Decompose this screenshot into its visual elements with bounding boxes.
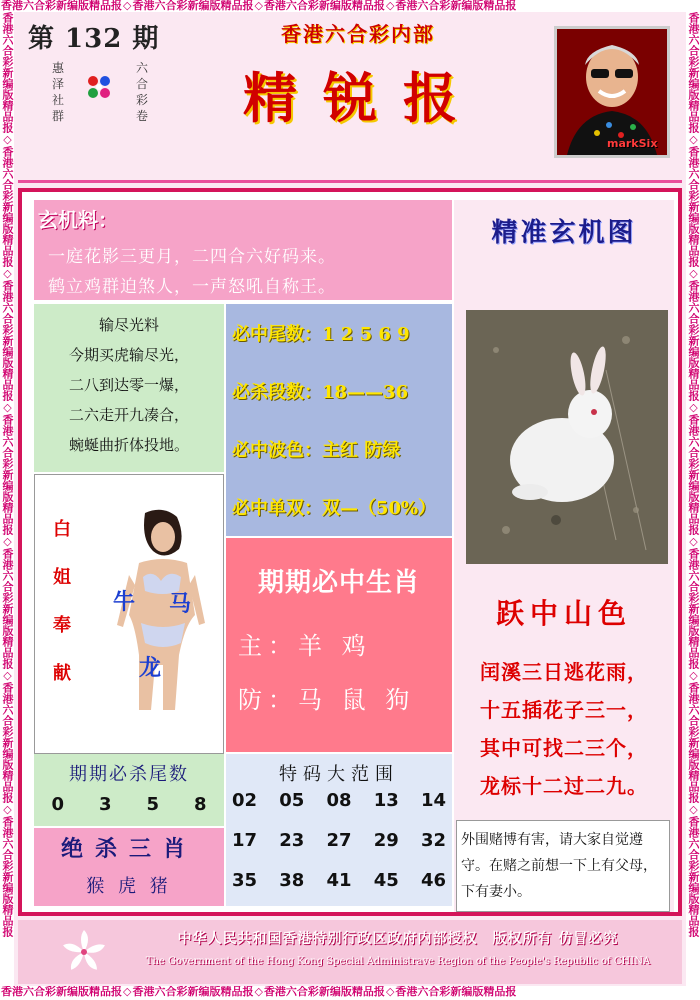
bauhinia-emblem-icon bbox=[58, 926, 110, 978]
right-column bbox=[454, 200, 674, 912]
girl-label-char: 奉 bbox=[53, 615, 71, 636]
range-row bbox=[232, 790, 446, 811]
zodiac-box bbox=[226, 538, 452, 752]
girl-zodiac-text: 龙 bbox=[139, 656, 162, 681]
girl-label-char: 姐 bbox=[53, 567, 71, 588]
issue-logo-box bbox=[28, 56, 178, 128]
riddle-box bbox=[34, 200, 452, 300]
range-number: 38 bbox=[279, 870, 305, 891]
range-number: 32 bbox=[420, 830, 446, 851]
poem-box bbox=[34, 304, 224, 472]
hint-image-title: 精准玄机图 bbox=[491, 218, 637, 248]
poem2-line: 十五插花子三一， bbox=[480, 698, 648, 722]
range-number: 23 bbox=[279, 830, 305, 851]
paper-subtitle: 香港六合彩内部 bbox=[281, 22, 435, 46]
range-number: 45 bbox=[373, 870, 399, 891]
main-panel bbox=[18, 188, 682, 916]
riddle-title: 玄机料： bbox=[38, 208, 118, 232]
header-divider bbox=[18, 180, 682, 183]
kill-tail-number: 3 bbox=[98, 794, 112, 815]
range-number: 35 bbox=[232, 870, 258, 891]
issue-number: 第 132 期 bbox=[28, 24, 160, 54]
range-row bbox=[232, 870, 446, 891]
stat-wave: 必中波色：主红 防绿 bbox=[232, 440, 401, 461]
range-number: 29 bbox=[373, 830, 399, 851]
bottom-banner: 香港六合彩新编版精品报◇香港六合彩新编版精品报◇香港六合彩新编版精品报◇香港六合彩新编版精品报 bbox=[0, 986, 700, 1000]
kill-tail-number: 5 bbox=[146, 794, 160, 815]
portrait-photo bbox=[554, 26, 670, 158]
gambling-warning: 外围赌博有害，请大家自觉遵守。在赌之前想一下上有父母，下有妻小。 bbox=[456, 820, 670, 912]
zodiac-guard: 防：马 鼠 狗 bbox=[238, 686, 416, 714]
poem-title: 输尽光料 bbox=[98, 316, 159, 334]
range-number: 46 bbox=[420, 870, 446, 891]
top-banner: 香港六合彩新编版精品报◇香港六合彩新编版精品报◇香港六合彩新编版精品报◇香港六合彩新编版精品报 bbox=[0, 0, 700, 12]
stats-box bbox=[226, 304, 452, 536]
zodiac-main: 主：羊 鸡 bbox=[238, 632, 372, 660]
girl-zodiac-text: 马 bbox=[169, 592, 192, 617]
range-number: 02 bbox=[232, 790, 258, 811]
rabbit-photo bbox=[466, 310, 668, 564]
range-title: 特码大范围 bbox=[279, 764, 399, 785]
lottery-logo-icon bbox=[84, 72, 114, 102]
range-number: 41 bbox=[326, 870, 352, 891]
poem-line: 今期买虎输尽光， bbox=[68, 346, 189, 364]
poem2-line: 闰溪三日逃花雨， bbox=[480, 660, 648, 684]
girl-picture-box bbox=[34, 474, 224, 754]
right-logo-label: 六合彩卷 bbox=[135, 61, 148, 123]
poem-line: 二六走开九凑合， bbox=[68, 406, 189, 424]
kill-tail-box bbox=[34, 754, 224, 826]
header bbox=[18, 16, 682, 184]
kill-three-box bbox=[34, 828, 224, 906]
range-number: 08 bbox=[326, 790, 352, 811]
kill-three-title: 绝杀三肖 bbox=[60, 836, 197, 862]
left-logo-label: 惠泽社群 bbox=[51, 61, 64, 123]
kill-three-items: 猴 虎 猪 bbox=[86, 876, 172, 897]
range-number: 14 bbox=[420, 790, 446, 811]
range-number: 05 bbox=[279, 790, 305, 811]
range-box bbox=[226, 754, 452, 906]
girl-label-char: 白 bbox=[53, 519, 71, 540]
stat-oddeven: 必中单双：双—（50%） bbox=[232, 498, 437, 519]
footer-english: The Government of the Hong Kong Special Administrave Region of the People's Republic of CHINA bbox=[145, 956, 651, 967]
stat-segment: 必杀段数：18——36 bbox=[232, 382, 409, 403]
footer bbox=[18, 920, 682, 984]
girl-label-char: 献 bbox=[53, 663, 71, 684]
kill-tail-number: 8 bbox=[193, 794, 207, 815]
range-number: 13 bbox=[373, 790, 399, 811]
range-number: 27 bbox=[326, 830, 352, 851]
poem2-line: 龙标十二过二九。 bbox=[480, 774, 648, 798]
zodiac-title: 期期必中生肖 bbox=[257, 568, 420, 598]
left-banner: 香港六合彩新编版精品报◇香港六合彩新编版精品报◇香港六合彩新编版精品报◇香港六合彩新编版精品报◇香港六合彩新编版精品报◇香港六合彩新编版精品报◇香港六合彩新编版精品报 bbox=[0, 12, 14, 986]
kill-tail-numbers bbox=[34, 794, 224, 815]
girl-zodiac-text: 牛 bbox=[113, 590, 136, 615]
poem2-line: 其中可找二三个， bbox=[480, 736, 648, 760]
riddle-line: 鹤立鸡群迫煞人，一声怒吼自称王。 bbox=[48, 277, 336, 297]
poem2-title: 跃中山色 bbox=[495, 597, 632, 630]
poem-line: 蜿蜒曲折体投地。 bbox=[68, 436, 189, 454]
poem-line: 二八到达零一爆， bbox=[68, 376, 189, 394]
stat-tail: 必中尾数：1 2 5 6 9 bbox=[232, 324, 410, 345]
riddle-line: 一庭花影三更月，二四合六好码来。 bbox=[48, 247, 336, 267]
kill-tail-title: 期期必杀尾数 bbox=[69, 764, 189, 785]
footer-authorization: 中华人民共和国香港特别行政区政府内部授权 版权所有 仿冒必究 bbox=[177, 931, 619, 947]
portrait-brand: markSix bbox=[607, 137, 658, 150]
paper-title: 精锐报 bbox=[243, 66, 483, 130]
range-row bbox=[232, 830, 446, 851]
range-number: 17 bbox=[232, 830, 258, 851]
kill-tail-number: 0 bbox=[51, 794, 65, 815]
right-banner: 香港六合彩新编版精品报◇香港六合彩新编版精品报◇香港六合彩新编版精品报◇香港六合彩新编版精品报◇香港六合彩新编版精品报◇香港六合彩新编版精品报◇香港六合彩新编版精品报 bbox=[686, 12, 700, 986]
